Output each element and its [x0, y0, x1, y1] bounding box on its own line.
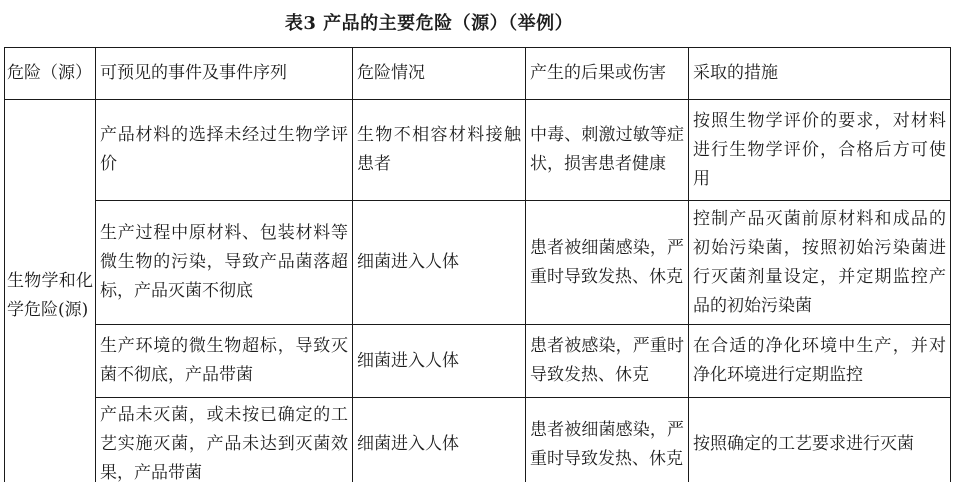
cell-harm: 患者被细菌感染，严重时导致发热、休克 [526, 201, 689, 325]
cell-situation: 细菌进入人体 [353, 201, 526, 325]
header-consequence-harm: 产生的后果或伤害 [526, 48, 689, 100]
table-row [5, 398, 951, 482]
cell-event: 产品材料的选择未经过生物学评价 [96, 100, 353, 201]
cell-measures: 控制产品灭菌前原材料和成品的初始污染菌，按照初始污染菌进行灭菌剂量设定，并定期监控产品的初始污染菌 [689, 201, 951, 325]
hazard-table [4, 47, 951, 482]
cell-event: 生产环境的微生物超标，导致灭菌不彻底，产品带菌 [96, 325, 353, 398]
cell-harm: 患者被细菌感染，严重时导致发热、休克 [526, 398, 689, 482]
cell-measures: 按照生物学评价的要求，对材料进行生物学评价，合格后方可使用 [689, 100, 951, 201]
cell-harm: 患者被感染，严重时导致发热、休克 [526, 325, 689, 398]
header-measures: 采取的措施 [689, 48, 951, 100]
cell-hazard-source-label: 生物学和化学危险(源) [5, 100, 96, 482]
cell-event: 产品未灭菌，或未按已确定的工艺实施灭菌，产品未达到灭菌效果，产品带菌 [96, 398, 353, 482]
cell-event: 生产过程中原材料、包装材料等微生物的污染，导致产品菌落超标，产品灭菌不彻底 [96, 201, 353, 325]
header-foreseeable-events: 可预见的事件及事件序列 [96, 48, 353, 100]
table-title: 表3 产品的主要危险（源）（举例） [284, 13, 574, 34]
cell-situation: 生物不相容材料接触患者 [353, 100, 526, 201]
table-row [5, 325, 951, 398]
header-hazard-situation: 危险情况 [353, 48, 526, 100]
cell-measures: 在合适的净化环境中生产，并对净化环境进行定期监控 [689, 325, 951, 398]
cell-situation: 细菌进入人体 [353, 325, 526, 398]
cell-harm: 中毒、刺激过敏等症状，损害患者健康 [526, 100, 689, 201]
cell-situation: 细菌进入人体 [353, 398, 526, 482]
header-hazard-source: 危险（源） [5, 48, 96, 100]
cell-measures: 按照确定的工艺要求进行灭菌 [689, 398, 951, 482]
table-row [5, 100, 951, 201]
table-row [5, 201, 951, 325]
table-header-row [5, 48, 951, 100]
